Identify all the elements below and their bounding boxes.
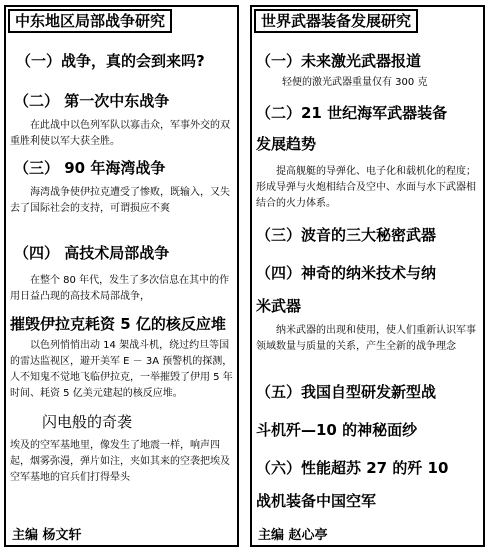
r-section-3-title: （三）波音的三大秘密武器	[256, 226, 437, 244]
section-3-title: （三） 90 年海湾战争	[14, 159, 166, 177]
r-section-4-body: 纳米武器的出现和使用，使人们重新认识军事领域数量与质量的关系，产生全新的战争理念	[256, 325, 476, 352]
section-2-title: （二） 第一次中东战争	[14, 92, 170, 110]
r-section-2-body: 提高舰艇的导弹化、电子化和载机化的程度；形成导弹与火炮相结合及空中、水面与水下武器相结合的火力体系。	[256, 166, 476, 209]
r-section-5-title-line-1: （五）我国自型研发新型战	[256, 383, 437, 401]
right-column	[250, 5, 485, 547]
r-section-4-title-line-2: 米武器	[256, 297, 302, 315]
r-section-1-body: 轻便的激光武器重量仅有 300 克	[282, 77, 428, 88]
r-section-1-title: （一）未来激光武器报道	[256, 52, 422, 70]
r-section-6-title-line-2: 战机装备中国空军	[256, 492, 377, 510]
section-1-title: （一）战争，真的会到来吗?	[16, 52, 205, 70]
left-column	[4, 5, 239, 547]
left-column-title: 中东地区局部战争研究	[8, 9, 172, 33]
right-column-title: 世界武器装备发展研究	[254, 9, 418, 33]
section-5-title: 闪电般的奇袭	[42, 413, 133, 431]
section-4-highlight: 摧毁伊拉克耗资 5 亿的核反应堆	[10, 315, 226, 333]
section-2-body: 在此战中以色列军队以寡击众，军事外交的双重胜利使以军大获全胜。	[10, 120, 230, 147]
r-section-6-title-line-1: （六）性能超苏 27 的歼 10	[256, 459, 449, 477]
section-3-body: 海湾战争使伊拉克遭受了惨败，既输入，又失去了国际社会的支持，可谓损应不爽	[10, 187, 230, 214]
r-section-2-title-line-2: 发展趋势	[256, 135, 317, 153]
section-4-body-2: 以色列悄悄出动 14 架战斗机，绕过约旦等国的雷达监视区，避开美军 E － 3A 预警机的探测，人不知鬼不觉地飞临伊拉克，一举摧毁了伊用 5 年时间、耗资 5 亿美元建起的核反应堆。	[10, 340, 233, 399]
section-5-body: 埃及的空军基地里，像发生了地震一样，响声四起，烟雾弥漫，弹片如注，夹如其来的空袭把埃及空军基地的官兵们打得晕头	[10, 440, 230, 483]
r-section-5-title-line-2: 斗机歼—10 的神秘面纱	[256, 421, 418, 439]
right-editor-signature: 主编 赵心亭	[258, 528, 328, 543]
r-section-2-title-line-1: （二）21 世纪海军武器装备	[256, 104, 448, 122]
section-4-title: （四） 高技术局部战争	[14, 244, 170, 262]
section-4-body: 在整个 80 年代，发生了多次信息在其中的作用日益凸现的高技术局部战争，	[10, 275, 230, 302]
r-section-4-title-line-1: （四）神奇的纳米技术与纳	[256, 264, 437, 282]
left-editor-signature: 主编 杨文轩	[12, 528, 82, 543]
